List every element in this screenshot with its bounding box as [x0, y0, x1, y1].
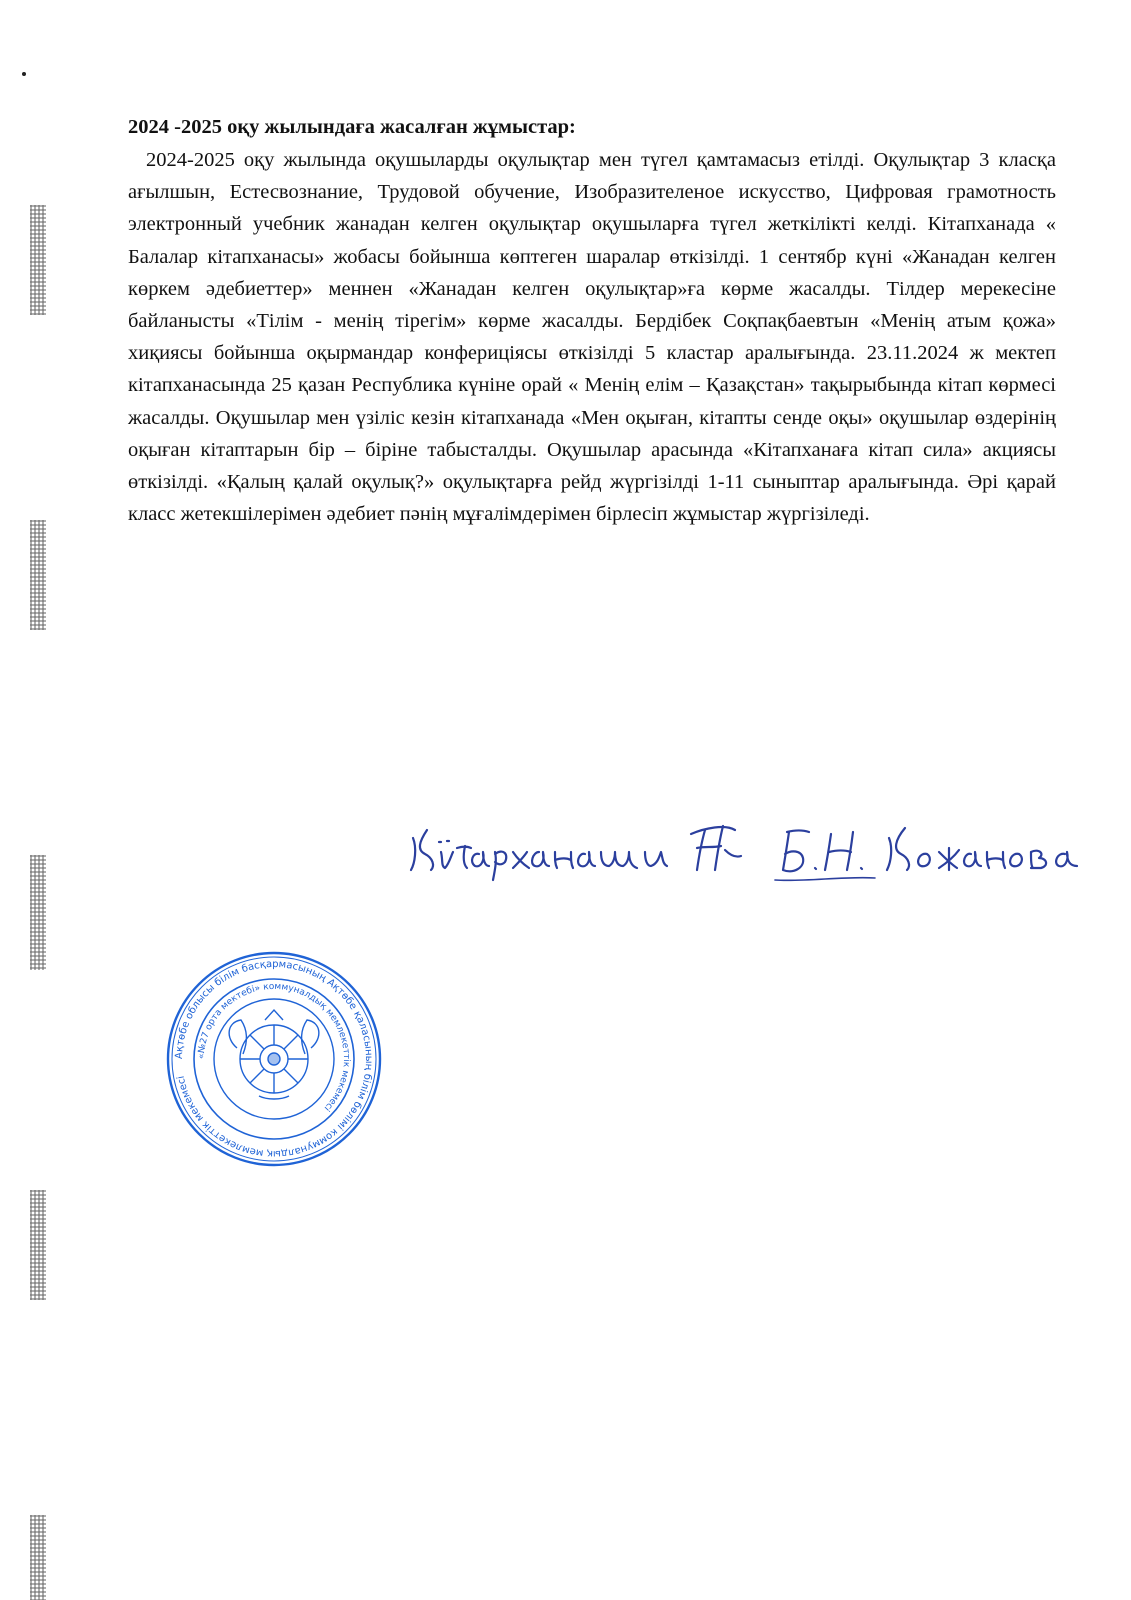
scan-artifact — [30, 520, 46, 630]
document-heading: 2024 -2025 оқу жылындаға жасалған жұмыстар: — [128, 116, 576, 138]
scan-artifact — [30, 855, 46, 970]
official-stamp — [163, 948, 385, 1170]
stamp-outer-text: Ақтөбе облысы білім басқармасының Ақтөбе қаласының білім бөлімі коммуналдық мемлекеттік мекемесі — [173, 958, 375, 1160]
kazakhstan-emblem-icon — [229, 1010, 319, 1099]
scan-artifact — [30, 205, 46, 315]
scan-dot — [22, 72, 26, 76]
scan-artifact — [30, 1515, 46, 1600]
signature — [405, 808, 1105, 898]
scan-artifact — [30, 1190, 46, 1300]
document-body: 2024-2025 оқу жылында оқушыларды оқулықтар мен түгел қамтамасыз етілді. Оқулықтар 3 класқа ағылшын, Естесвознание, Трудовой обучение, Изобразителеное искусство, Цифровая грамотность электронный учебник жанадан келген оқулықтар оқушыларға түгел жеткілікті келді. Кітапханада « Балалар кітапханасы» жобасы бойынша көптеген шаралар өткізілді. 1 сентябр күні «Жанадан келген көркем әдебиеттер» меннен «Жанадан келген оқулықтар»ға көрме жасалды. Тілдер мерекесіне байланысты «Тілім - менің тірегім» көрме жасалды. Бердібек Соқпақбаевтын «Менің атым қожа» хиқиясы бойынша оқырмандар конфериціясы өткізілді 5 кластар аралығында. 23.11.2024 ж мектеп кітапханасында 25 қазан Республика күніне орай « Менің елім – Қазақстан» тақырыбында кітап көрмесі жасалды. Оқушылар мен үзіліс кезін кітапханада «Мен оқыған, кітапты сенде оқы» оқушылар өздерінің оқыған кітаптарын бір – біріне табысталды. Оқушылар арасында «Кітапханаға кітап сила» акциясы өткізілді. «Қалың қалай оқулық?» оқулықтарға рейд жүргізілді 1-11 сыныптар аралығында. Әрі қарай класс жетекшілерімен әдебиет пәнің мұғалімдерімен бірлесіп жұмыстар жүргізіледі. — [128, 149, 1056, 526]
stamp-inner-text: «№27 орта мектебі» коммуналдық мемлекеттік мекемесі — [196, 981, 352, 1113]
